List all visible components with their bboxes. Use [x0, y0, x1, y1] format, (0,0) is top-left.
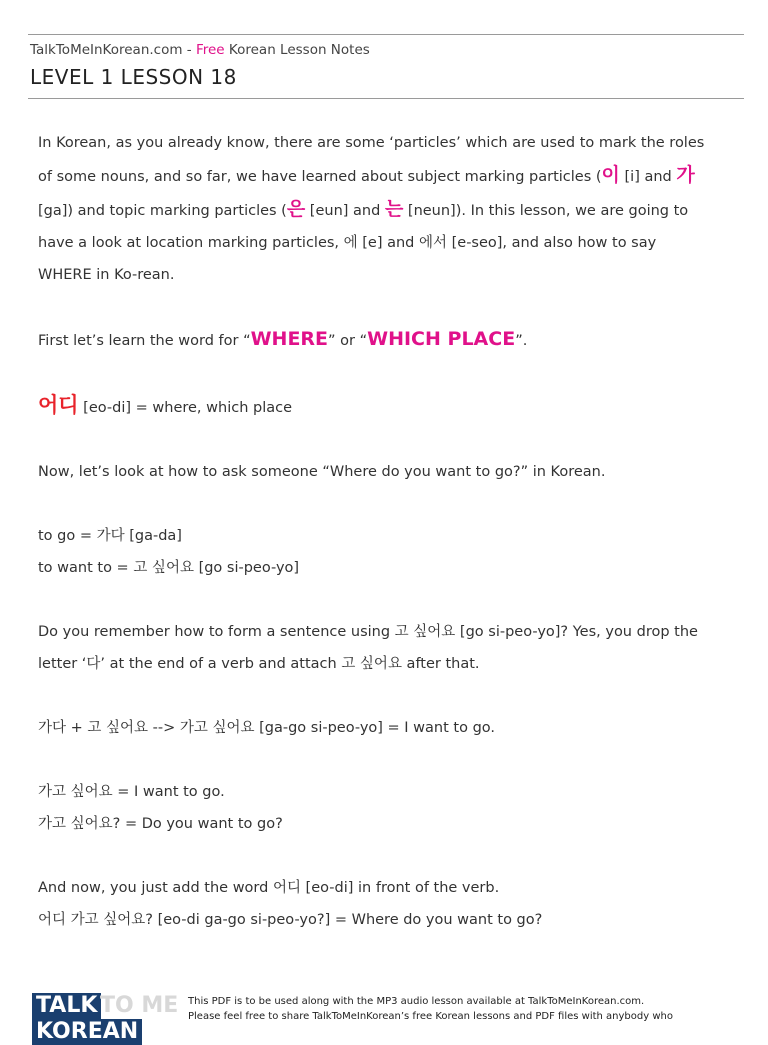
logo-talk: TALK — [32, 993, 101, 1019]
eodi-definition: [eo-di] = where, which place — [78, 400, 293, 416]
ask-paragraph: Now, let’s look at how to ask someone “Where do you want to go?” in Korean. — [38, 464, 606, 480]
where-text-3: ”. — [515, 333, 528, 349]
formula-line: 가다 + 고 싶어요 --> 가고 싶어요 [ga-go si-peo-yo] = I want to go. — [38, 720, 496, 736]
where-keyword: WHERE — [250, 328, 329, 350]
particle-eun: 은 — [286, 198, 306, 220]
particle-neun: 는 — [384, 198, 404, 220]
footer-notice — [188, 994, 673, 1024]
site-name: TalkToMeInKorean.com - — [30, 42, 196, 58]
intro-text-2: [i] and — [619, 169, 677, 185]
spacer — [38, 291, 710, 323]
talktomeinkorean-logo — [32, 990, 182, 1044]
lesson-body — [38, 127, 710, 936]
lesson-title: LEVEL 1 LESSON 18 — [30, 65, 237, 89]
free-label: Free — [195, 42, 225, 58]
where-question-example: 어디 가고 싶어요? [eo-di ga-go si-peo-yo?] = Where do you want to go? — [38, 912, 543, 928]
logo-korean: KOREAN — [32, 1019, 142, 1045]
spacer — [38, 424, 710, 456]
logo-to-me: TO ME — [100, 993, 179, 1018]
spacer — [38, 357, 710, 389]
header-top-divider — [28, 34, 744, 35]
add-eodi-line: And now, you just add the word 어디 [eo-di] in front of the verb. — [38, 880, 500, 896]
spacer — [38, 488, 710, 520]
spacer — [38, 840, 710, 872]
particle-i: 이 — [601, 164, 620, 186]
footer-line-2: Please feel free to share TalkToMeInKorean’s free Korean lessons and PDF files with anybody who — [188, 1011, 673, 1022]
vocab-eodi — [38, 389, 710, 424]
intro-text-1: In Korean, as you already know, there are some ‘particles’ which are used to mark the roles of some nouns, and so far, we have learned about subject marking particles ( — [38, 135, 705, 185]
spacer — [38, 584, 710, 616]
intro-text-4: [eun] and — [305, 203, 385, 219]
which-place-keyword: WHICH PLACE — [367, 328, 516, 350]
site-subtitle: Korean Lesson Notes — [224, 42, 370, 58]
form-paragraph: Do you remember how to form a sentence using 고 싶어요 [go si-peo-yo]? Yes, you drop the letter ‘다’ at the end of a verb and attach 고 싶어요 after that. — [38, 624, 698, 672]
footer-line-1: This PDF is to be used along with the MP3 audio lesson available at TalkToMeInKorean.com. — [188, 996, 645, 1007]
intro-text-5: [neun]). In this lesson, we are going to have a look at location marking particles, 에 [e] and 에서 [e-seo], and also how to say WHERE in Ko-rean. — [38, 203, 689, 283]
header-bottom-divider — [28, 98, 744, 99]
eodi-word: 어디 — [38, 393, 79, 417]
example-question: 가고 싶어요? = Do you want to go? — [38, 816, 283, 832]
intro-paragraph — [38, 127, 710, 291]
site-header-line — [30, 42, 370, 58]
intro-text-3: [ga]) and topic marking particles ( — [38, 203, 287, 219]
vocab-go-sipeoyo: to want to = 고 싶어요 [go si-peo-yo] — [38, 560, 300, 576]
example-statement: 가고 싶어요 = I want to go. — [38, 784, 225, 800]
spacer — [38, 744, 710, 776]
vocab-gada: to go = 가다 [ga-da] — [38, 528, 182, 544]
where-intro-paragraph — [38, 323, 710, 357]
where-text-2: ” or “ — [328, 333, 368, 349]
spacer — [38, 680, 710, 712]
particle-ga: 가 — [676, 164, 695, 186]
where-text-1: First let’s learn the word for “ — [38, 333, 251, 349]
footer — [30, 990, 746, 1044]
